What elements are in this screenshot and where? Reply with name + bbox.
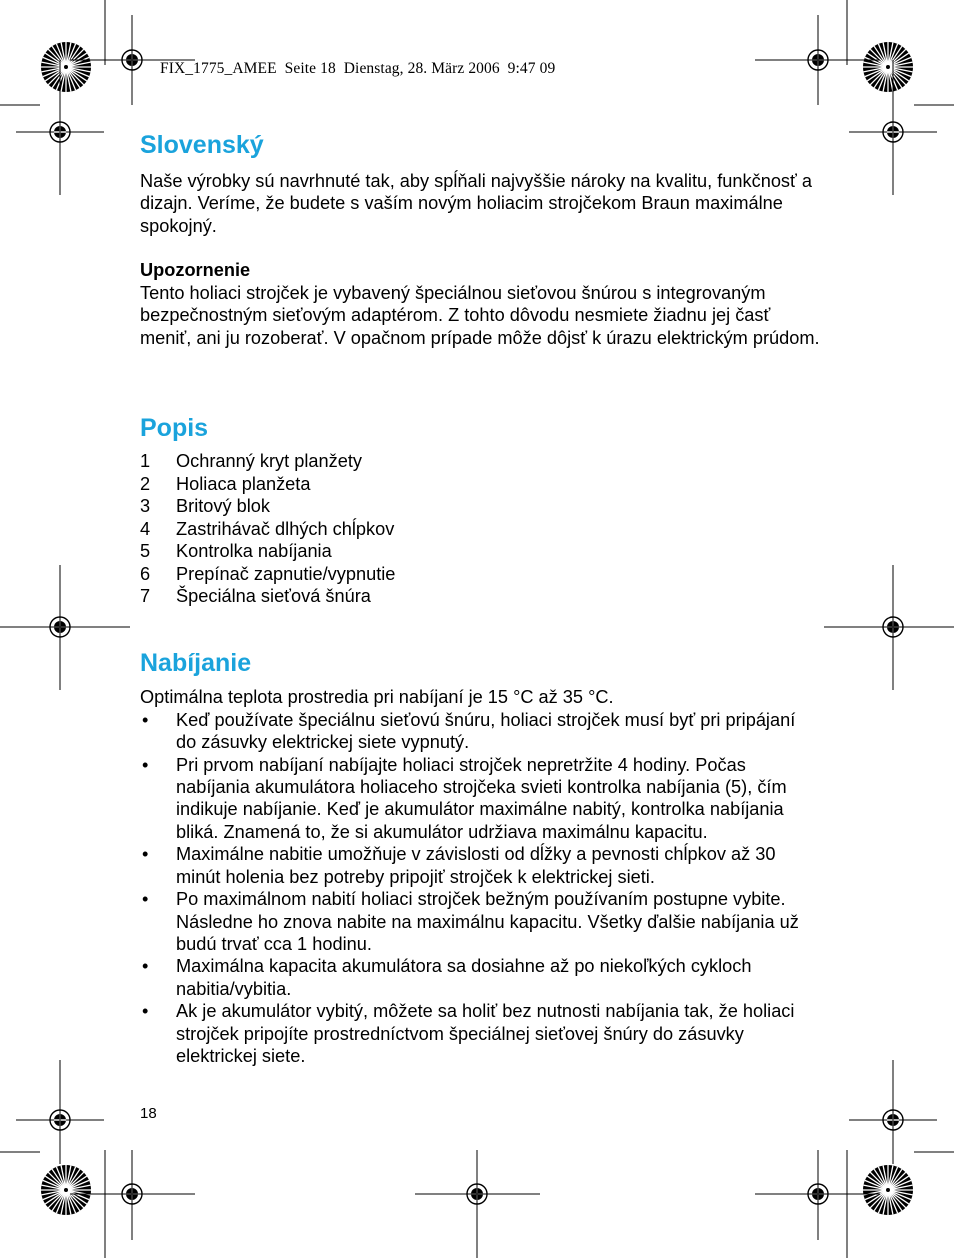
bullet-icon: • <box>142 889 149 910</box>
section-heading-nabijanie: Nabíjanie <box>140 649 252 677</box>
list-item <box>140 473 820 496</box>
warning-paragraph: Tento holiaci strojček je vybavený špeciálnou sieťovou šnúrou s integrovaným bezpečnostným sieťovým adaptérom. Z tohto dôvodu nesmiete žiadnu jej časť meniť, ani ju rozoberať. V opačnom prípade môže dôjsť k úrazu elektrickým prúdom. <box>140 283 820 348</box>
page-number: 18 <box>140 1105 157 1122</box>
item-label: Zastrihávač dlhých chĺpkov <box>176 518 395 539</box>
item-number: 6 <box>140 563 151 584</box>
section-heading-slovensky: Slovenský <box>140 131 264 159</box>
bullet-item <box>140 709 820 754</box>
bullet-item <box>140 1000 820 1067</box>
bullet-text: Maximálne nabitie umožňuje v závislosti od dĺžky a pevnosti chĺpkov až 30 minút holenia bez potreby pripojiť strojček k elektrickej sieti. <box>176 844 776 887</box>
bullet-item <box>140 955 820 1000</box>
list-item <box>140 563 820 586</box>
print-slug-line: FIX_1775_AMEE Seite 18 Dienstag, 28. März 2006 9:47 09 <box>160 60 556 77</box>
bullet-item <box>140 754 820 843</box>
item-number: 1 <box>140 451 151 471</box>
item-label: Ochranný kryt planžety <box>176 451 362 471</box>
parts-list <box>140 450 820 608</box>
list-item <box>140 585 820 608</box>
item-number: 7 <box>140 586 151 606</box>
bullet-icon: • <box>142 956 149 977</box>
bullet-text: Pri prvom nabíjaní nabíjajte holiaci strojček nepretržite 4 hodiny. Počas nabíjania akumulátora holiaceho strojčeka svieti kontrolka nabíjania (5), čím indikuje nabíjanie. Keď je akumulátor maximálne nabitý, kontrolka nabíjania bliká. Znamená to, že si akumulátor udržiava maximálnu kapacitu. <box>176 754 787 842</box>
bullet-item <box>140 843 820 888</box>
bullet-text: Po maximálnom nabití holiaci strojček bežným používaním postupne vybite. Následne ho znova nabite na maximálnu kapacitu. Všetky ďalšie nabíjania už budú trvať cca 1 hodinu. <box>176 889 799 954</box>
list-item <box>140 495 820 518</box>
intro-paragraph: Naše výrobky sú navrhnuté tak, aby spĺňali najvyššie nároky na kvalitu, funkčnosť a dizajn. Veríme, že budete s vaším novým holiacim strojčekom Braun maximálne spokojný. <box>140 171 813 236</box>
bullet-icon: • <box>142 754 149 775</box>
list-item <box>140 518 820 541</box>
section-heading-popis: Popis <box>140 414 209 442</box>
bullet-text: Maximálna kapacita akumulátora sa dosiahne až po niekoľkých cykloch nabitia/vybitia. <box>176 956 752 999</box>
item-label: Kontrolka nabíjania <box>176 541 332 561</box>
charging-bullets <box>140 709 820 1068</box>
item-number: 2 <box>140 473 151 494</box>
charging-intro: Optimálna teplota prostredia pri nabíjaní je 15 °C až 35 °C. <box>140 687 614 707</box>
bullet-text: Ak je akumulátor vybitý, môžete sa holiť bez nutnosti nabíjania tak, že holiaci strojček pripojíte prostredníctvom špeciálnej sieťovej šnúry do zásuvky elektrickej siete. <box>176 1001 795 1066</box>
item-label: Britový blok <box>176 496 271 516</box>
bullet-text: Keď používate špeciálnu sieťovú šnúru, holiaci strojček musí byť pri pripájaní do zásuvky elektrickej siete vypnutý. <box>176 710 796 753</box>
list-item <box>140 540 820 563</box>
item-label: Špeciálna sieťová šnúra <box>176 586 371 606</box>
bullet-item <box>140 888 820 955</box>
bullet-icon: • <box>142 710 149 730</box>
item-label: Prepínač zapnutie/vypnutie <box>176 563 396 584</box>
bullet-icon: • <box>142 844 149 865</box>
warning-title: Upozornenie <box>140 260 251 280</box>
item-number: 3 <box>140 496 151 516</box>
item-number: 4 <box>140 518 151 539</box>
item-number: 5 <box>140 541 151 561</box>
item-label: Holiaca planžeta <box>176 473 311 494</box>
list-item <box>140 450 820 473</box>
bullet-icon: • <box>142 1001 149 1022</box>
